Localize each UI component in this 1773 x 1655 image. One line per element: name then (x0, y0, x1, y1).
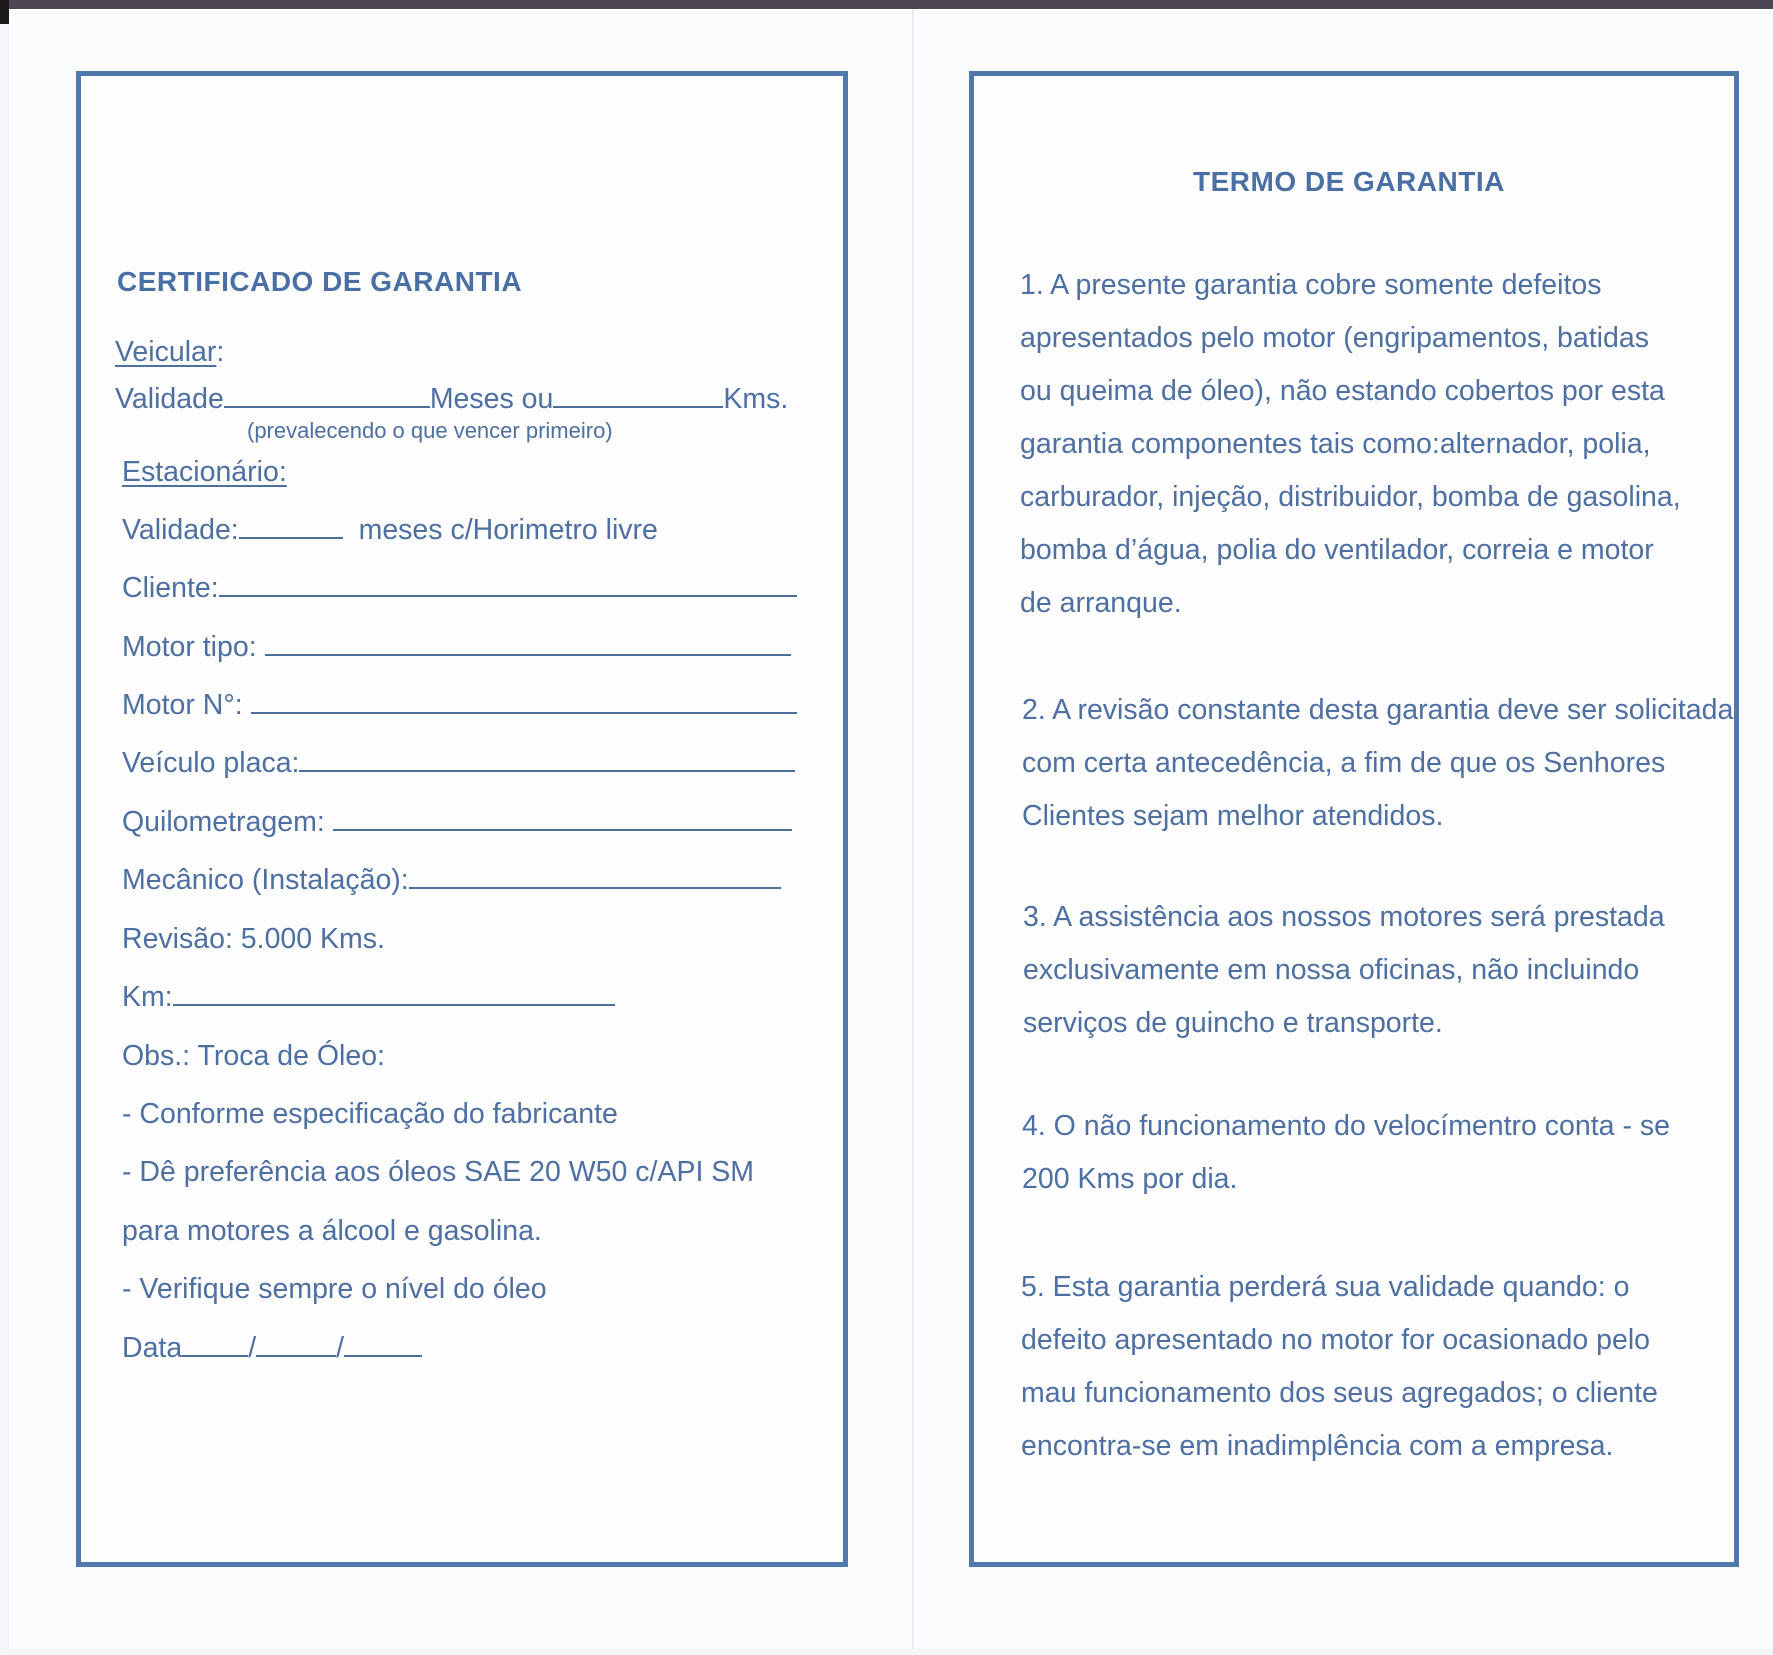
veiculo-placa-field[interactable] (299, 769, 795, 772)
fold-line (912, 9, 914, 1649)
note-preferencia-cont: para motores a álcool e gasolina. (122, 1215, 542, 1247)
motor-tipo-field[interactable] (265, 653, 791, 656)
motor-n-label: Motor N°: (122, 689, 243, 721)
clause-1-line: garantia componentes tais como:alternador, polia, (1020, 428, 1651, 460)
clause-4-line: 200 Kms por dia. (1022, 1163, 1238, 1195)
note-especificacao: - Conforme especificação do fabricante (122, 1098, 618, 1130)
veiculo-placa-label: Veículo placa: (122, 747, 300, 779)
veicular-heading (115, 336, 224, 369)
km-label: Km: (122, 981, 173, 1013)
quilometragem-row (122, 806, 792, 839)
validade-estacionario-row (122, 514, 658, 547)
certificado-title: CERTIFICADO DE GARANTIA (117, 266, 523, 297)
data-slash-2: / (336, 1332, 345, 1364)
clause-2 (1022, 684, 1733, 843)
mecanico-label: Mecânico (Instalação): (122, 864, 409, 896)
validade-label: Validade (115, 383, 224, 415)
km-row (122, 981, 615, 1014)
clause-5-line: mau funcionamento dos seus agregados; o cliente (1021, 1377, 1658, 1409)
clause-1-line: 1. A presente garantia cobre somente defeitos (1020, 269, 1602, 301)
prevalecendo-note: (prevalecendo o que vencer primeiro) (247, 418, 613, 443)
clause-1-line: ou queima de óleo), não estando cobertos por esta (1020, 375, 1665, 407)
clause-3-line: exclusivamente em nossa oficinas, não incluindo (1023, 954, 1640, 986)
termo-title: TERMO DE GARANTIA (1193, 166, 1505, 197)
clause-3 (1023, 891, 1665, 1050)
data-year-field[interactable] (344, 1354, 422, 1357)
data-label: Data (122, 1332, 183, 1364)
validade-veicular-row (115, 383, 788, 416)
estacionario-label: Estacionário: (122, 456, 287, 488)
scan-top-edge (0, 0, 1773, 9)
estacionario-heading (122, 456, 287, 489)
kms-label: Kms. (723, 383, 789, 415)
clause-5-line: 5. Esta garantia perderá sua validade quando: o (1021, 1271, 1630, 1303)
scan-corner-mark (0, 0, 9, 24)
km-field[interactable] (173, 1003, 615, 1006)
note-nivel-oleo: - Verifique sempre o nível do óleo (122, 1273, 547, 1305)
veicular-colon: : (216, 336, 225, 368)
mecanico-row (122, 864, 781, 897)
clause-3-line: 3. A assistência aos nossos motores será prestada (1023, 901, 1665, 933)
data-month-field[interactable] (256, 1354, 336, 1357)
clause-1-line: carburador, injeção, distribuidor, bomba de gasolina, (1020, 481, 1681, 513)
clause-5-line: encontra-se em inadimplência com a empresa. (1021, 1430, 1614, 1462)
clause-1-line: bomba d’água, polia do ventilador, correia e motor (1020, 534, 1654, 566)
clause-5 (1021, 1261, 1658, 1473)
clause-5-line: defeito apresentado no motor for ocasionado pelo (1021, 1324, 1651, 1356)
clause-2-line: 2. A revisão constante desta garantia deve ser solicitada (1022, 694, 1734, 726)
meses-blank[interactable] (224, 405, 430, 408)
clause-4 (1022, 1100, 1670, 1206)
data-day-field[interactable] (182, 1354, 248, 1357)
clause-1-line: de arranque. (1020, 587, 1182, 619)
clause-3-line: serviços de guincho e transporte. (1023, 1007, 1443, 1039)
cliente-label: Cliente: (122, 572, 219, 604)
meses-estacionario-blank[interactable] (239, 536, 343, 539)
note-preferencia: - Dê preferência aos óleos SAE 20 W50 c/API SM (122, 1156, 755, 1188)
quilometragem-field[interactable] (333, 828, 792, 831)
veicular-label: Veicular (115, 336, 217, 368)
data-row (122, 1332, 422, 1365)
quilometragem-label: Quilometragem: (122, 806, 325, 838)
validade-colon-label: Validade: (122, 514, 239, 546)
obs-row: Obs.: Troca de Óleo: (122, 1040, 385, 1072)
clause-2-line: com certa antecedência, a fim de que os Senhores (1022, 747, 1666, 779)
motor-n-field[interactable] (251, 711, 797, 714)
meses-ou-label: Meses ou (429, 383, 554, 415)
clause-4-line: 4. O não funcionamento do velocímentro conta - se (1022, 1110, 1670, 1142)
cliente-field[interactable] (219, 594, 797, 597)
clause-1-line: apresentados pelo motor (engripamentos, batidas (1020, 322, 1649, 354)
cliente-row (122, 572, 797, 605)
clause-2-line: Clientes sejam melhor atendidos. (1022, 800, 1444, 832)
revisao-row: Revisão: 5.000 Kms. (122, 923, 385, 955)
veiculo-placa-row (122, 747, 795, 780)
motor-tipo-row (122, 631, 791, 664)
clause-1 (1020, 259, 1681, 630)
meses-horimetro-label: meses c/Horimetro livre (358, 514, 658, 546)
motor-tipo-label: Motor tipo: (122, 631, 257, 663)
data-slash-1: / (248, 1332, 257, 1364)
mecanico-field[interactable] (409, 886, 781, 889)
motor-n-row (122, 689, 797, 722)
kms-blank[interactable] (553, 405, 723, 408)
